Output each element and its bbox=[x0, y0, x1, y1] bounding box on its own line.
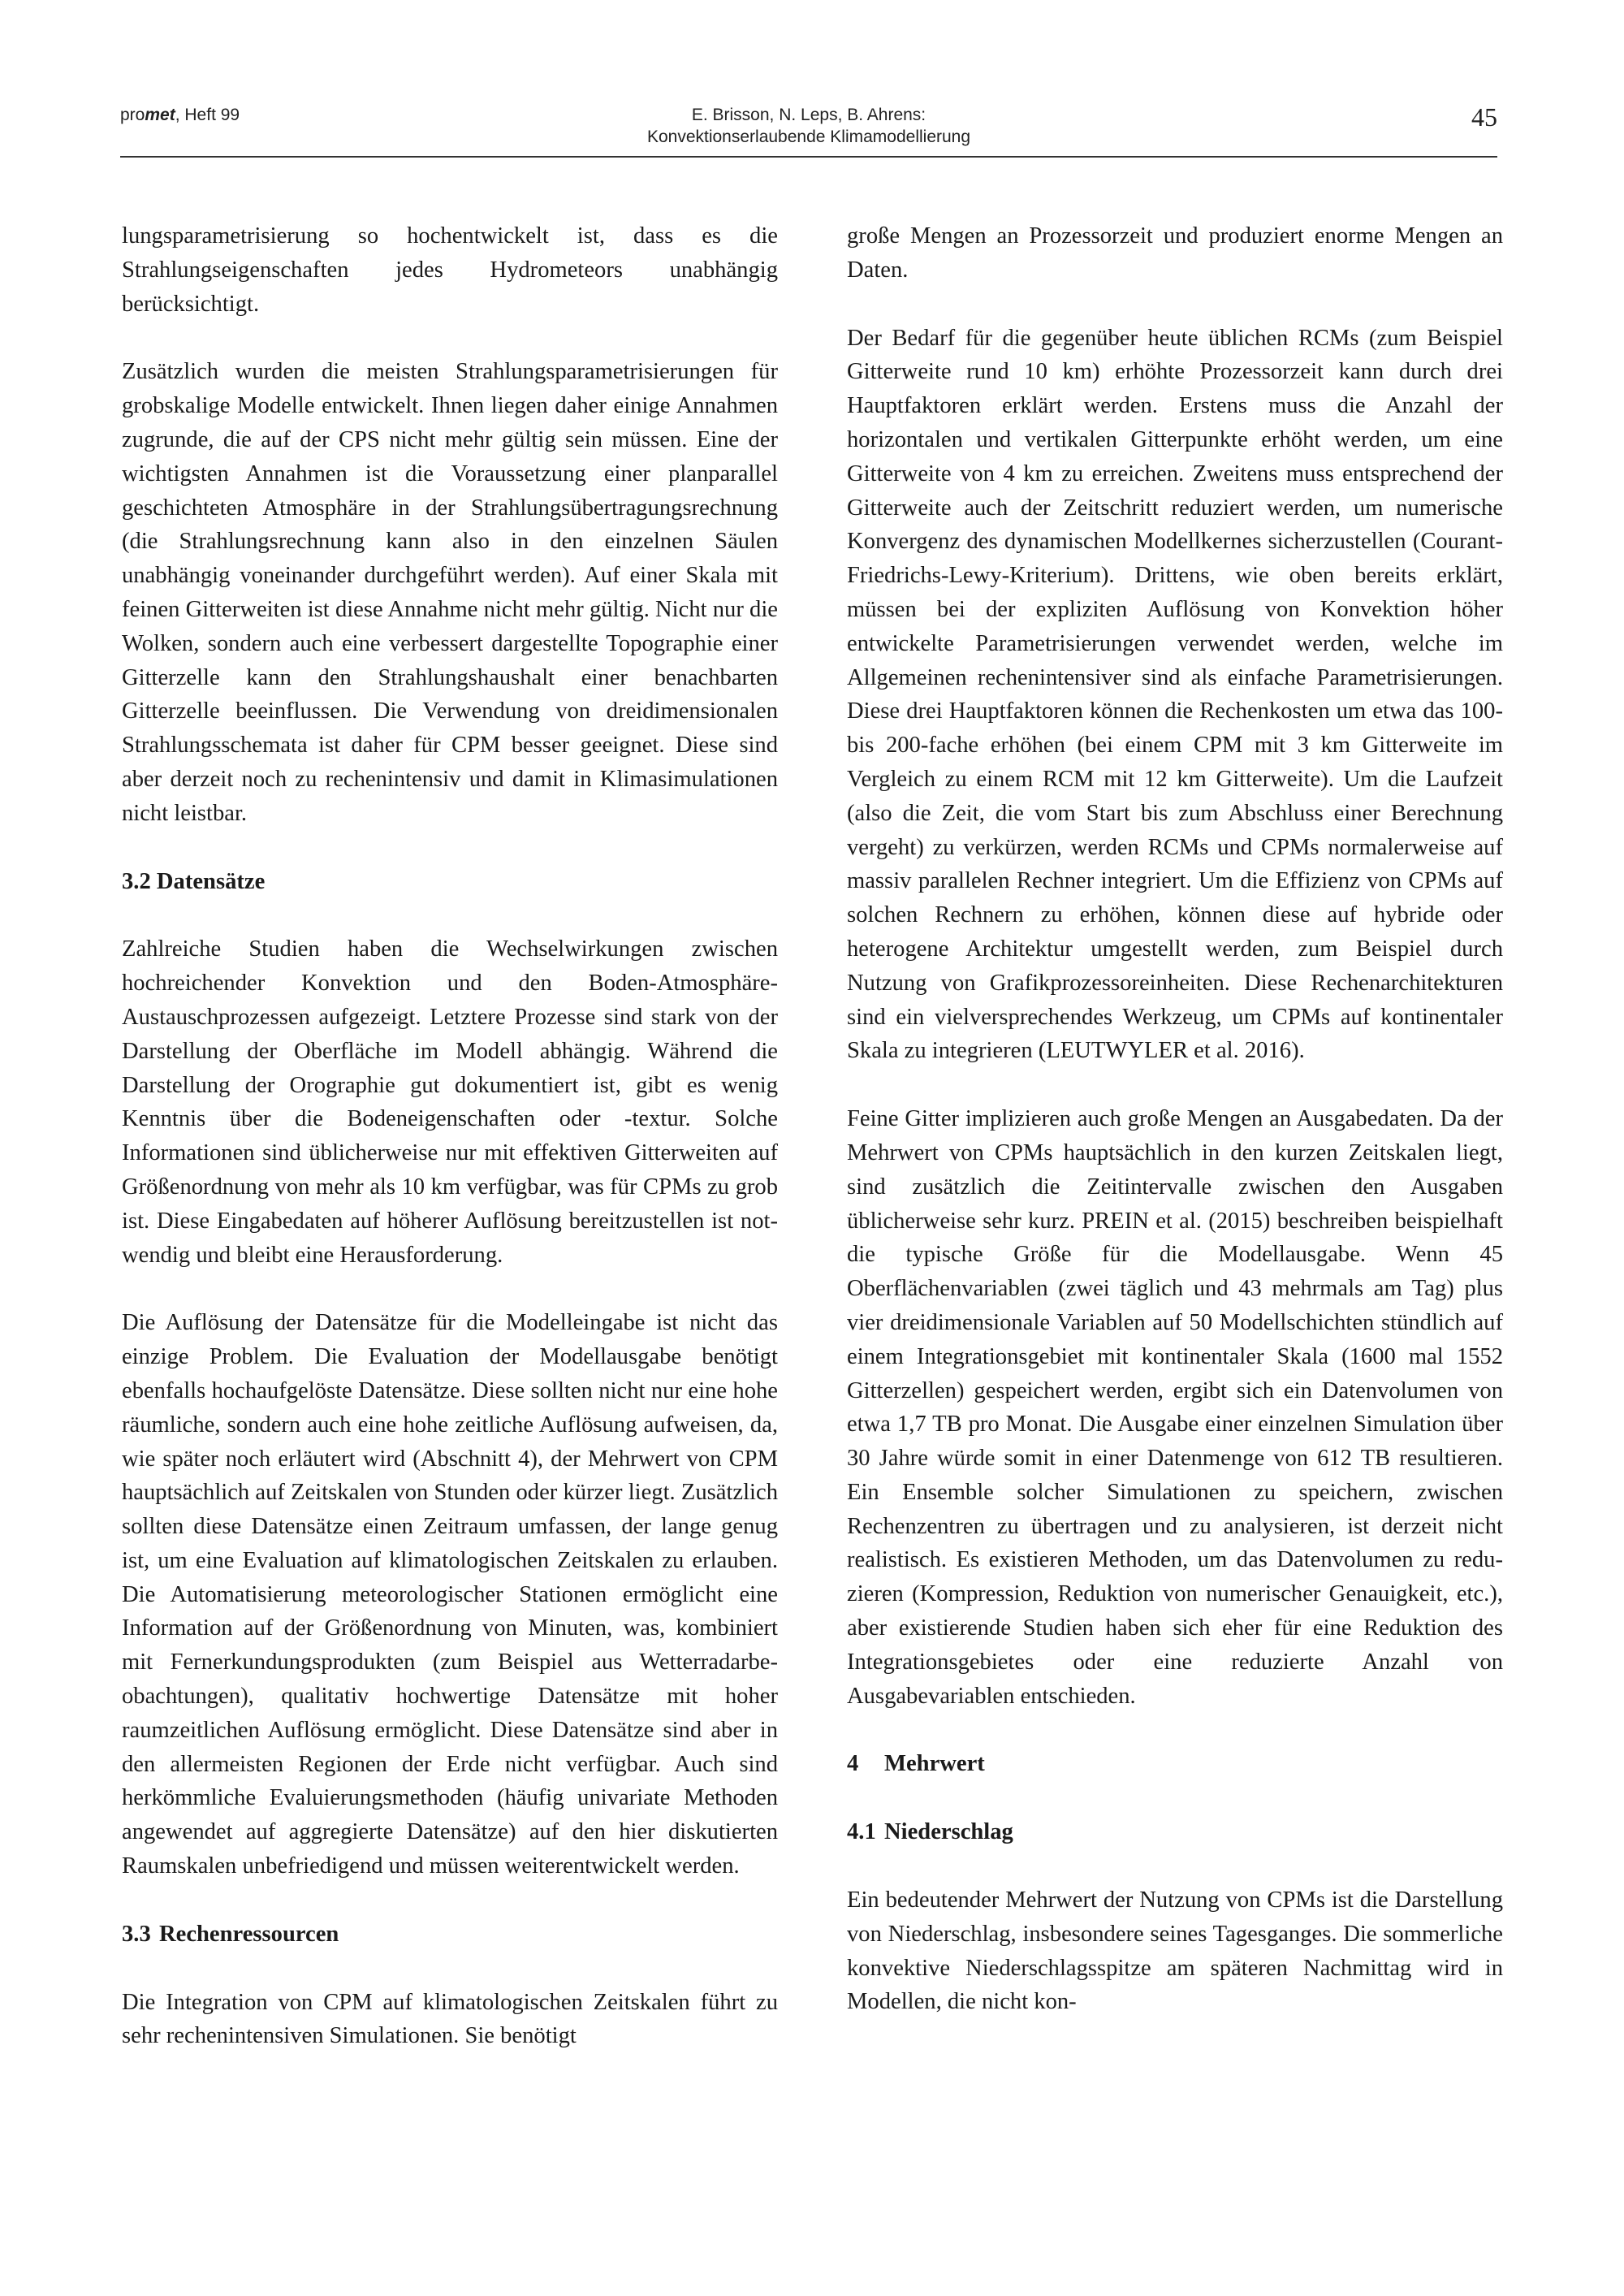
section-number: 4.1 bbox=[847, 1819, 876, 1845]
section-heading: 3.2 Datensätze bbox=[122, 868, 266, 894]
section-heading bbox=[847, 1747, 1503, 1781]
paragraph: Ein bedeutender Mehrwert der Nutzung von CPMs ist die Darstellung von Niederschlag, insbesondere seines Tagesganges. Die sommerliche konvektive Niederschlagsspitze am späteren Nachmittag wird in Modellen, die nicht kon- bbox=[847, 1887, 1503, 2015]
running-header bbox=[120, 104, 1497, 154]
left-column bbox=[122, 219, 778, 2053]
section-number: 4 bbox=[847, 1751, 859, 1777]
paragraph: Feine Gitter implizieren auch große Mengen an Ausgabedaten. Da der Mehrwert von CPMs hauptsächlich in den kurzen Zeitskalen liegt, sind zusätzlich die Zeitintervalle zwischen den Ausgaben üblicherweise sehr kurz. PREIN et al. (2015) beschreiben beispielhaft die typische Größe für die Modellausgabe. Wenn 45 Oberflächenvariablen (zwei täglich und 43 mehrmals am Tag) plus vier dreidimensionale Variablen auf 50 Modellschichten stündlich auf einem Integrationsgebiet mit kontinentaler Skala (1600 mal 1552 Gitterzellen) gespeichert werden, ergibt sich ein Datenvolumen von etwa 1,7 TB pro Monat. Die Ausgabe einer einzelnen Simulation über 30 Jahre würde somit in einer Datenmenge von 612 TB resultieren. Ein Ensemble solcher Simulationen zu speichern, zwischen Rechenzentren zu übertragen und zu analysieren, ist derzeit nicht realistisch. Es existieren Methoden, um das Datenvolumen zu reduzieren (Kompression, Reduktion von numerischer Genauigkeit, etc.), aber existierende Studien haben sich eher für eine Reduktion des Integrationsgebietes oder eine reduzierte Anzahl von Ausgabevariablen entschieden. bbox=[847, 1106, 1503, 1709]
header-rule bbox=[120, 156, 1497, 158]
journal-prefix: pro bbox=[120, 106, 145, 124]
paragraph: Die Auflösung der Datensätze für die Modelleingabe ist nicht das einzige Problem. Die Evaluation der Modellausgabe benötigt ebenfalls hochaufgelöste Datensätze. Diese sollten nicht nur eine hohe räumliche, sondern auch eine hohe zeitliche Auflösung aufweisen, da, wie später noch erläutert wird (Abschnitt 4), der Mehrwert von CPM hauptsächlich auf Zeitskalen von Stunden oder kürzer liegt. Zusätzlich sollten diese Datensätze einen Zeitraum umfassen, der lange genug ist, um eine Evaluation auf klimatologischen Zeitskalen zu erlauben. Die Automatisierung meteorologischer Stationen ermöglicht eine Information auf der Größenordnung von Minuten, was, kombiniert mit Fernerkundungsprodukten (zum Beispiel aus Wetterradarbeobachtungen), qualitativ hochwertige Datensätze mit hoher raumzeitlichen Auflösung ermöglicht. Diese Datensätze sind aber in den allermeisten Regionen der Erde nicht verfügbar. Auch sind herkömmliche Evaluierungsmethoden (häufig univariate Methoden angewendet auf aggregierte Datensätze) auf den hier diskutierten Raumskalen unbefriedigend und müssen weiterentwickelt werden. bbox=[122, 1310, 778, 1879]
section-heading bbox=[122, 1918, 778, 1952]
paragraph: lungsparametrisierung so hochentwickelt ist, dass es die Strahlungseigenschaften jedes Hydrometeors unabhängig berücksichtigt. bbox=[122, 223, 778, 317]
journal-brand: met bbox=[145, 106, 175, 124]
section-title: Niederschlag bbox=[884, 1819, 1013, 1845]
article-authors: E. Brisson, N. Leps, B. Ahrens: bbox=[691, 106, 926, 124]
paragraph: Zusätzlich wurden die meisten Strahlungsparametrisierungen für grobskalige Modelle entwickelt. Ihnen liegen daher einige Annahmen zugrunde, die auf der CPS nicht mehr gültig sein müssen. Eine der wichtigsten Annahmen ist die Voraussetzung einer planparallel geschichteten Atmosphäre in der Strahlungsübertragungsrechnung (die Strahlungsrechnung kann also in den einzelnen Säulen unabhängig voneinander durchgeführt werden). Auf einer Skala mit feinen Gitterweiten ist diese Annahme nicht mehr gültig. Nicht nur die Wolken, sondern auch eine verbessert dargestellte Topographie einer Gitterzelle kann den Strahlungshaushalt einer benachbarten Gitterzelle beeinflussen. Die Verwendung von dreidimensionalen Strahlungsschemata ist daher für CPM besser geeignet. Diese sind aber derzeit noch zu rechenintensiv und damit in Klimasimulationen nicht leistbar. bbox=[122, 359, 778, 826]
section-title: Mehrwert bbox=[884, 1751, 985, 1777]
article-info bbox=[120, 104, 1497, 148]
right-column bbox=[847, 219, 1503, 2019]
paragraph: Zahlreiche Studien haben die Wechselwirkungen zwischen hochreichender Konvektion und den Boden-Atmosphäre-Austauschprozessen aufgezeigt. Letztere Prozesse sind stark von der Darstellung der Oberfläche im Modell abhängig. Während die Darstellung der Orographie gut dokumentiert ist, gibt es wenig Kenntnis über die Bodeneigenschaften oder -textur. Solche Informationen sind üblicherweise nur mit effektiven Gitterweiten auf Größenordnung von mehr als 10 km verfügbar, was für CPMs zu grob ist. Diese Eingabedaten auf höherer Auflösung bereitzustellen ist notwendig und bleibt eine Herausforderung. bbox=[122, 936, 778, 1268]
section-title: Rechenressourcen bbox=[159, 1921, 339, 1947]
paragraph: große Mengen an Prozessorzeit und produziert enorme Mengen an Daten. bbox=[847, 223, 1503, 283]
paragraph: Der Bedarf für die gegenüber heute üblichen RCMs (zum Beispiel Gitterweite rund 10 km) erhöhte Prozessorzeit kann durch drei Hauptfaktoren erklärt werden. Erstens muss die Anzahl der horizontalen und vertikalen Gitterpunkte erhöht werden, um eine Gitterweite von 4 km zu erreichen. Zweitens muss entsprechend der Gitterweite auch der Zeitschritt reduziert werden, um numerische Konvergenz des dynamischen Modellkernes sicherzustellen (Courant-Friedrichs-Lewy-Kriterium). Drittens, wie oben bereits erklärt, müssen bei der expliziten Auflösung von Konvektion höher entwickelte Parametrisierungen verwendet werden, welche im Allgemeinen rechenintensiver sind als einfache Parametrisierungen. Diese drei Hauptfaktoren können die Rechenkosten um etwa das 100- bis 200-fache erhöhen (bei einem CPM mit 3 km Gitterweite im Vergleich zu einem RCM mit 12 km Gitterweite). Um die Laufzeit (also die Zeit, die vom Start bis zum Abschluss einer Berechnung vergeht) zu verkürzen, werden RCMs und CPMs normalerweise auf massiv parallelen Rechner integriert. Um die Effizienz von CPMs auf solchen Rechnern zu erhöhen, können diese auf hybride oder heterogene Architektur umgestellt werden, zum Beispiel durch Nutzung von Grafikprozessoreinheiten. Diese Rechenarchitekturen sind ein vielversprechendes Werkzeug, um CPMs auf kontinentaler Skala zu integrieren (LEUTWYLER et al. 2016). bbox=[847, 325, 1503, 1064]
page-number: 45 bbox=[1471, 102, 1497, 132]
paragraph: Die Integration von CPM auf klimatologischen Zeitskalen führt zu sehr rechenintensiven Simulationen. Sie benötigt bbox=[122, 1989, 778, 2049]
journal-issue: , Heft 99 bbox=[175, 106, 240, 124]
section-number: 3.3 bbox=[122, 1921, 151, 1947]
subsection-heading bbox=[847, 1815, 1503, 1849]
article-title: Konvektionserlaubende Klimamodellierung bbox=[646, 128, 971, 146]
